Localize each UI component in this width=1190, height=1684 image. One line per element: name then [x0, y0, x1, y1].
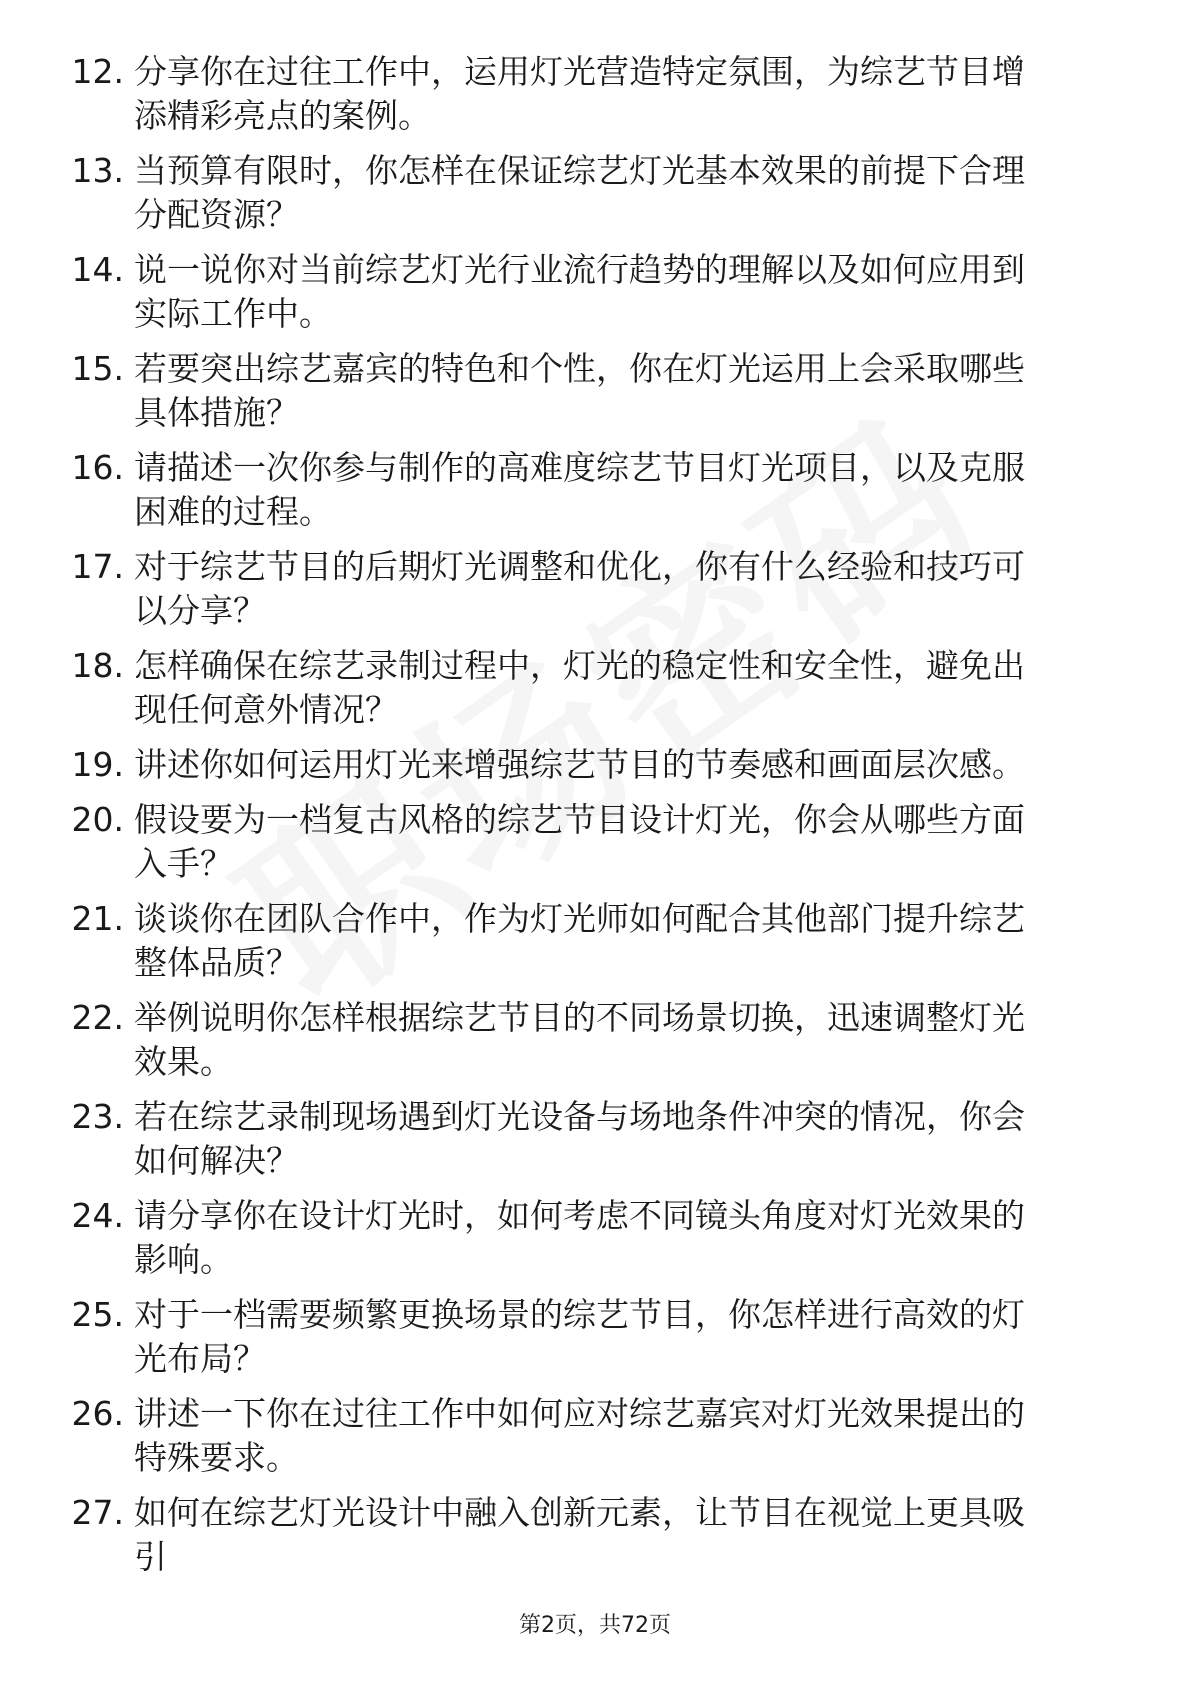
question-number: 25. [71, 1295, 124, 1334]
list-item [60, 743, 1120, 787]
question-text: 举例说明你怎样根据综艺节目的不同场景切换，迅速调整灯光效果。 [134, 998, 1025, 1081]
list-item [60, 798, 1120, 886]
question-number: 24. [71, 1196, 124, 1235]
list-item [60, 1491, 1120, 1579]
question-text: 当预算有限时，你怎样在保证综艺灯光基本效果的前提下合理分配资源？ [134, 151, 1025, 234]
question-text: 请分享你在设计灯光时，如何考虑不同镜头角度对灯光效果的影响。 [134, 1196, 1025, 1279]
question-text: 若要突出综艺嘉宾的特色和个性，你在灯光运用上会采取哪些具体措施？ [134, 349, 1025, 432]
question-text: 讲述一下你在过往工作中如何应对综艺嘉宾对灯光效果提出的特殊要求。 [134, 1394, 1025, 1477]
question-text: 怎样确保在综艺录制过程中，灯光的稳定性和安全性，避免出现任何意外情况？ [134, 646, 1025, 729]
list-item [60, 347, 1120, 435]
question-text: 假设要为一档复古风格的综艺节目设计灯光，你会从哪些方面入手？ [134, 800, 1025, 883]
question-number: 21. [71, 899, 124, 938]
list-item [60, 446, 1120, 534]
question-number: 18. [71, 646, 124, 685]
list-item [60, 248, 1120, 336]
question-number: 20. [71, 800, 124, 839]
question-text: 分享你在过往工作中，运用灯光营造特定氛围，为综艺节目增添精彩亮点的案例。 [134, 52, 1025, 135]
list-item [60, 50, 1120, 138]
list-item [60, 1194, 1120, 1282]
question-number: 27. [71, 1493, 124, 1532]
question-text: 讲述你如何运用灯光来增强综艺节目的节奏感和画面层次感。 [134, 745, 1025, 784]
question-number: 26. [71, 1394, 124, 1433]
question-number: 13. [71, 151, 124, 190]
list-item [60, 1392, 1120, 1480]
list-item [60, 996, 1120, 1084]
list-item [60, 149, 1120, 237]
list-item [60, 644, 1120, 732]
question-number: 23. [71, 1097, 124, 1136]
question-number: 15. [71, 349, 124, 388]
question-number: 22. [71, 998, 124, 1037]
list-item [60, 897, 1120, 985]
list-item [60, 1293, 1120, 1381]
question-number: 16. [71, 448, 124, 487]
question-text: 谈谈你在团队合作中，作为灯光师如何配合其他部门提升综艺整体品质？ [134, 899, 1025, 982]
question-text: 如何在综艺灯光设计中融入创新元素，让节目在视觉上更具吸引 [134, 1493, 1025, 1576]
question-number: 14. [71, 250, 124, 289]
question-text: 说一说你对当前综艺灯光行业流行趋势的理解以及如何应用到实际工作中。 [134, 250, 1025, 333]
question-number: 12. [71, 52, 124, 91]
page-number-footer: 第2页，共72页 [519, 1613, 671, 1638]
question-number: 19. [71, 745, 124, 784]
question-text: 对于一档需要频繁更换场景的综艺节目，你怎样进行高效的灯光布局？ [134, 1295, 1025, 1378]
question-list [60, 50, 1120, 1590]
question-text: 请描述一次你参与制作的高难度综艺节目灯光项目，以及克服困难的过程。 [134, 448, 1025, 531]
question-text: 对于综艺节目的后期灯光调整和优化，你有什么经验和技巧可以分享？ [134, 547, 1025, 630]
list-item [60, 545, 1120, 633]
question-text: 若在综艺录制现场遇到灯光设备与场地条件冲突的情况，你会如何解决？ [134, 1097, 1025, 1180]
list-item [60, 1095, 1120, 1183]
question-number: 17. [71, 547, 124, 586]
